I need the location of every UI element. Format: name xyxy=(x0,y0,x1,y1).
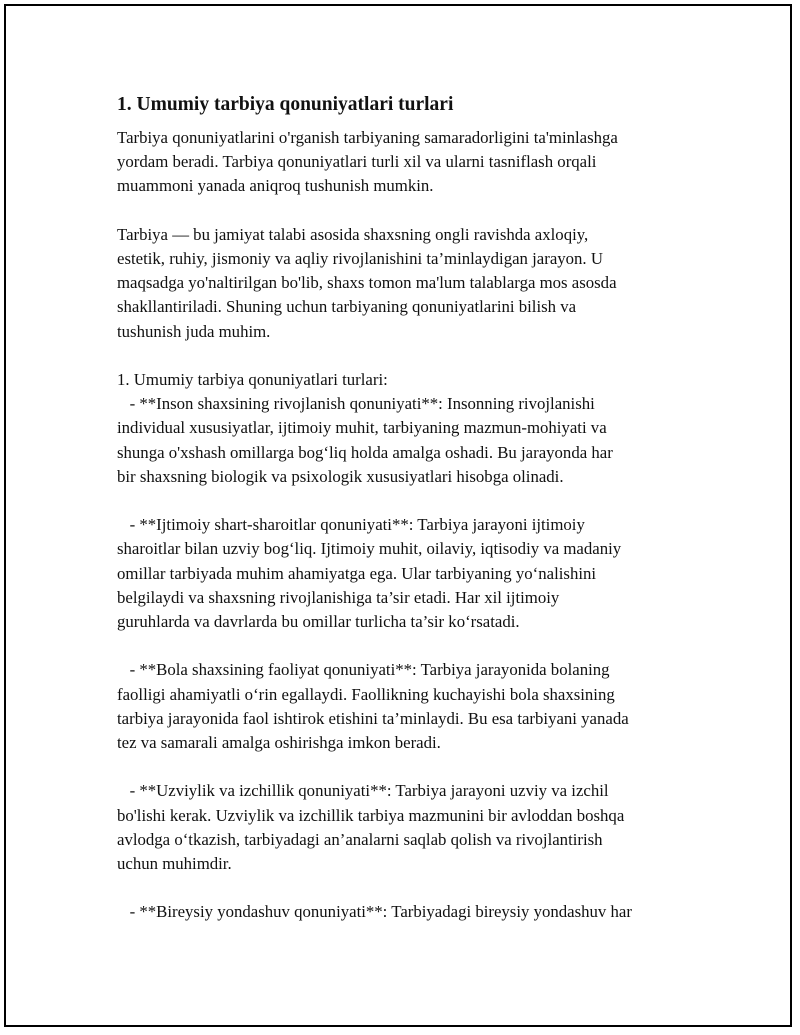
paragraph-child-activity xyxy=(113,658,693,755)
text-line: - **Bola shaxsining faoliyat qonuniyati**: Tarbiya jarayonida bolaning xyxy=(117,660,610,680)
text-line: tushunish juda muhim. xyxy=(117,321,271,341)
text-line: - **Ijtimoiy shart-sharoitlar qonuniyati**: Tarbiya jarayoni ijtimoiy xyxy=(117,515,585,535)
text-line: estetik, ruhiy, jismoniy va aqliy rivojlanishini ta’minlaydigan jarayon. U xyxy=(117,249,603,268)
text-line: 1. Umumiy tarbiya qonuniyatlari turlari: xyxy=(117,370,388,389)
text-line: Tarbiya — bu jamiyat talabi asosida shaxsning ongli ravishda axloqiy, xyxy=(117,224,589,244)
paragraph-individual-approach xyxy=(113,900,693,924)
paragraph-gap xyxy=(113,634,693,658)
paragraph-definition xyxy=(113,223,693,344)
paragraph-gap xyxy=(113,755,693,779)
text-line: guruhlarda va davrlarda bu omillar turlicha ta’sir ko‘rsatadi. xyxy=(117,612,520,632)
text-line: - **Uzviylik va izchillik qonuniyati**: Tarbiya jarayoni uzviy va izchil xyxy=(117,781,609,801)
text-line: Tarbiya qonuniyatlarini o'rganish tarbiyaning samaradorligini ta'minlashga xyxy=(117,128,618,147)
text-line: maqsadga yo'naltirilgan bo'lib, shaxs tomon ma'lum talablarga mos asosda xyxy=(117,273,617,293)
text-line: avlodga o‘tkazish, tarbiyadagi an’analarni saqlab qolish va rivojlantirish xyxy=(117,829,603,849)
text-line: - **Inson shaxsining rivojlanish qonuniyati**: Insonning rivojlanishi xyxy=(117,394,595,414)
paragraph-gap xyxy=(113,344,693,368)
text-line: tez va samarali amalga oshirishga imkon beradi. xyxy=(117,733,441,753)
paragraph-intro xyxy=(113,126,693,199)
text-line: belgilaydi va shaxsning rivojlanishiga ta’sir etadi. Har xil ijtimoiy xyxy=(117,587,560,607)
text-line: omillar tarbiyada muhim ahamiyatga ega. Ular tarbiyaning yo‘nalishini xyxy=(117,563,597,583)
text-line: yordam beradi. Tarbiya qonuniyatlari turli xil va ularni tasniflash orqali xyxy=(117,152,597,172)
text-line: bo'lishi kerak. Uzviylik va izchillik tarbiya mazmunini bir avloddan boshqa xyxy=(117,805,625,825)
text-line: uchun muhimdir. xyxy=(117,854,232,874)
paragraph-social-conditions xyxy=(113,513,693,634)
text-line: - **Bireysiy yondashuv qonuniyati**: Tarbiyadagi bireysiy yondashuv har xyxy=(117,902,632,922)
text-line: shunga o'xshash omillarga bog‘liq holda amalga oshadi. Bu jarayonda har xyxy=(117,442,613,462)
text-line: tarbiya jarayonida faol ishtirok etishini ta’minlaydi. Bu esa tarbiyani yanada xyxy=(117,708,629,728)
text-line: bir shaxsning biologik va psixologik xususiyatlari hisobga olinadi. xyxy=(117,466,564,486)
text-line: muammoni yanada aniqroq tushunish mumkin. xyxy=(117,176,434,196)
text-line: sharoitlar bilan uzviy bog‘liq. Ijtimoiy muhit, oilaviy, iqtisodiy va madaniy xyxy=(117,539,622,559)
text-line: faolligi ahamiyatli o‘rin egallaydi. Faollikning kuchayishi bola shaxsining xyxy=(117,684,615,704)
paragraph-continuity xyxy=(113,779,693,876)
text-line: shakllantiriladi. Shuning uchun tarbiyaning qonuniyatlarini bilish va xyxy=(117,297,577,317)
paragraph-gap xyxy=(113,199,693,223)
paragraph-gap xyxy=(113,876,693,900)
paragraph-list-intro xyxy=(113,368,693,489)
paragraph-gap xyxy=(113,489,693,513)
section-heading: 1. Umumiy tarbiya qonuniyatlari turlari xyxy=(117,94,454,115)
text-line: individual xususiyatlar, ijtimoiy muhit, tarbiyaning mazmun-mohiyati va xyxy=(117,418,607,438)
document-body xyxy=(113,92,693,925)
